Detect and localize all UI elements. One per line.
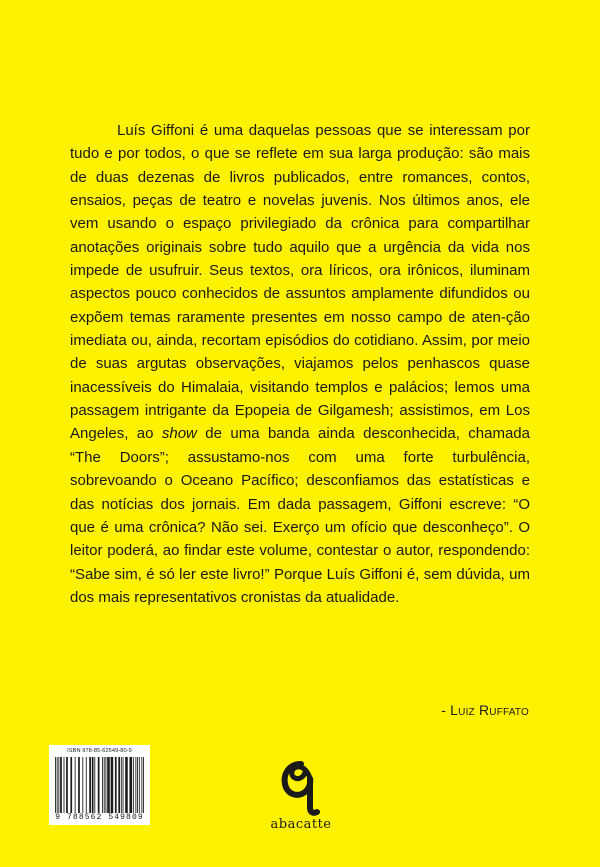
barcode-icon bbox=[55, 757, 144, 813]
barcode-bar bbox=[75, 757, 76, 813]
author-signature bbox=[441, 702, 529, 718]
synopsis-paragraph bbox=[70, 119, 530, 609]
barcode-bar bbox=[118, 757, 120, 813]
barcode-bar bbox=[60, 757, 62, 813]
barcode-bar bbox=[123, 757, 124, 813]
barcode-bar bbox=[125, 757, 128, 813]
barcode-bar bbox=[57, 757, 58, 813]
barcode-bar bbox=[133, 757, 134, 813]
synopsis-text bbox=[70, 119, 530, 609]
barcode-bar bbox=[141, 757, 142, 813]
barcode-bar bbox=[66, 757, 68, 813]
barcode-bar bbox=[102, 757, 103, 813]
barcode-bar bbox=[111, 757, 114, 813]
synopsis-part-1: Luís Giffoni é uma daquelas pessoas que se interessam por tudo e por todos, o que se reflete em sua larga produção: são mais de duas dezenas de livros publicados, entre romances, contos, ensaios, peças de teatro e novelas juvenis. Nos últimos anos, ele vem usando o espaço privilegiado da crônica para compartilhar anotações originais sobre tudo aquilo que a urgência da vida nos impede de usufruir. Seus textos, ora líricos, ora irônicos, iluminam aspectos pouco conhecidos de assuntos amplamente difundidos ou expõem temas raramente presentes em nosso campo de aten-ção imediata ou, ainda, recortam episódios do cotidiano. Assim, por meio de suas argutas observações, viajamos pelos penhascos quase inacessíveis do Himalaia, visitando templos e palácios; lemos uma passagem intrigante da Epopeia de Gilgamesh; assistimos, em Los Angeles, ao bbox=[70, 122, 530, 443]
barcode-bar bbox=[64, 757, 65, 813]
synopsis-part-2: de uma banda ainda desconhecida, chamada “The Doors”; assustamo-nos com uma forte turbulência, sobrevoando o Oceano Pacífico; desconfiamos das estatísticas e das notícias dos jornais. Em dada passagem, Giffoni escreve: “O que é uma crônica? Não sei. Exerço um ofício que desconheço”. O leitor poderá, ao findar este volume, contestar o autor, respondendo: “Sabe sim, é só ler este livro!” Porque Luís Giffoni é, sem dúvida, um dos mais representativos cronistas da atualidade. bbox=[70, 425, 530, 606]
barcode-bar bbox=[89, 757, 91, 813]
barcode-bar bbox=[139, 757, 140, 813]
barcode-digits: 9 788562 549809 bbox=[55, 813, 144, 822]
barcode-bar bbox=[55, 757, 56, 813]
publisher-logo-icon bbox=[271, 756, 331, 816]
barcode-bar bbox=[70, 757, 72, 813]
barcode-bar bbox=[82, 757, 83, 813]
barcode-bar bbox=[107, 757, 110, 813]
barcode-bar bbox=[121, 757, 122, 813]
barcode-bar bbox=[58, 757, 59, 813]
barcode-bar bbox=[78, 757, 80, 813]
publisher-name: abacatte bbox=[270, 817, 332, 832]
synopsis-italic-show: show bbox=[161, 425, 197, 443]
barcode-bar bbox=[129, 757, 132, 813]
barcode-bar bbox=[135, 757, 136, 813]
barcode-bar bbox=[105, 757, 106, 813]
isbn-text: ISBN 978-85-62549-80-9 bbox=[67, 748, 132, 754]
barcode-bar bbox=[143, 757, 144, 813]
barcode-bar bbox=[115, 757, 117, 813]
signature-dash: - bbox=[441, 702, 447, 718]
barcode-bar bbox=[86, 757, 87, 813]
signature-name: Luiz Ruffato bbox=[450, 702, 529, 718]
barcode-bar bbox=[92, 757, 94, 813]
barcode-bar bbox=[104, 757, 105, 813]
barcode-bar bbox=[137, 757, 138, 813]
barcode-bar bbox=[94, 757, 95, 813]
barcode-label bbox=[49, 745, 150, 825]
barcode-bar bbox=[98, 757, 100, 813]
